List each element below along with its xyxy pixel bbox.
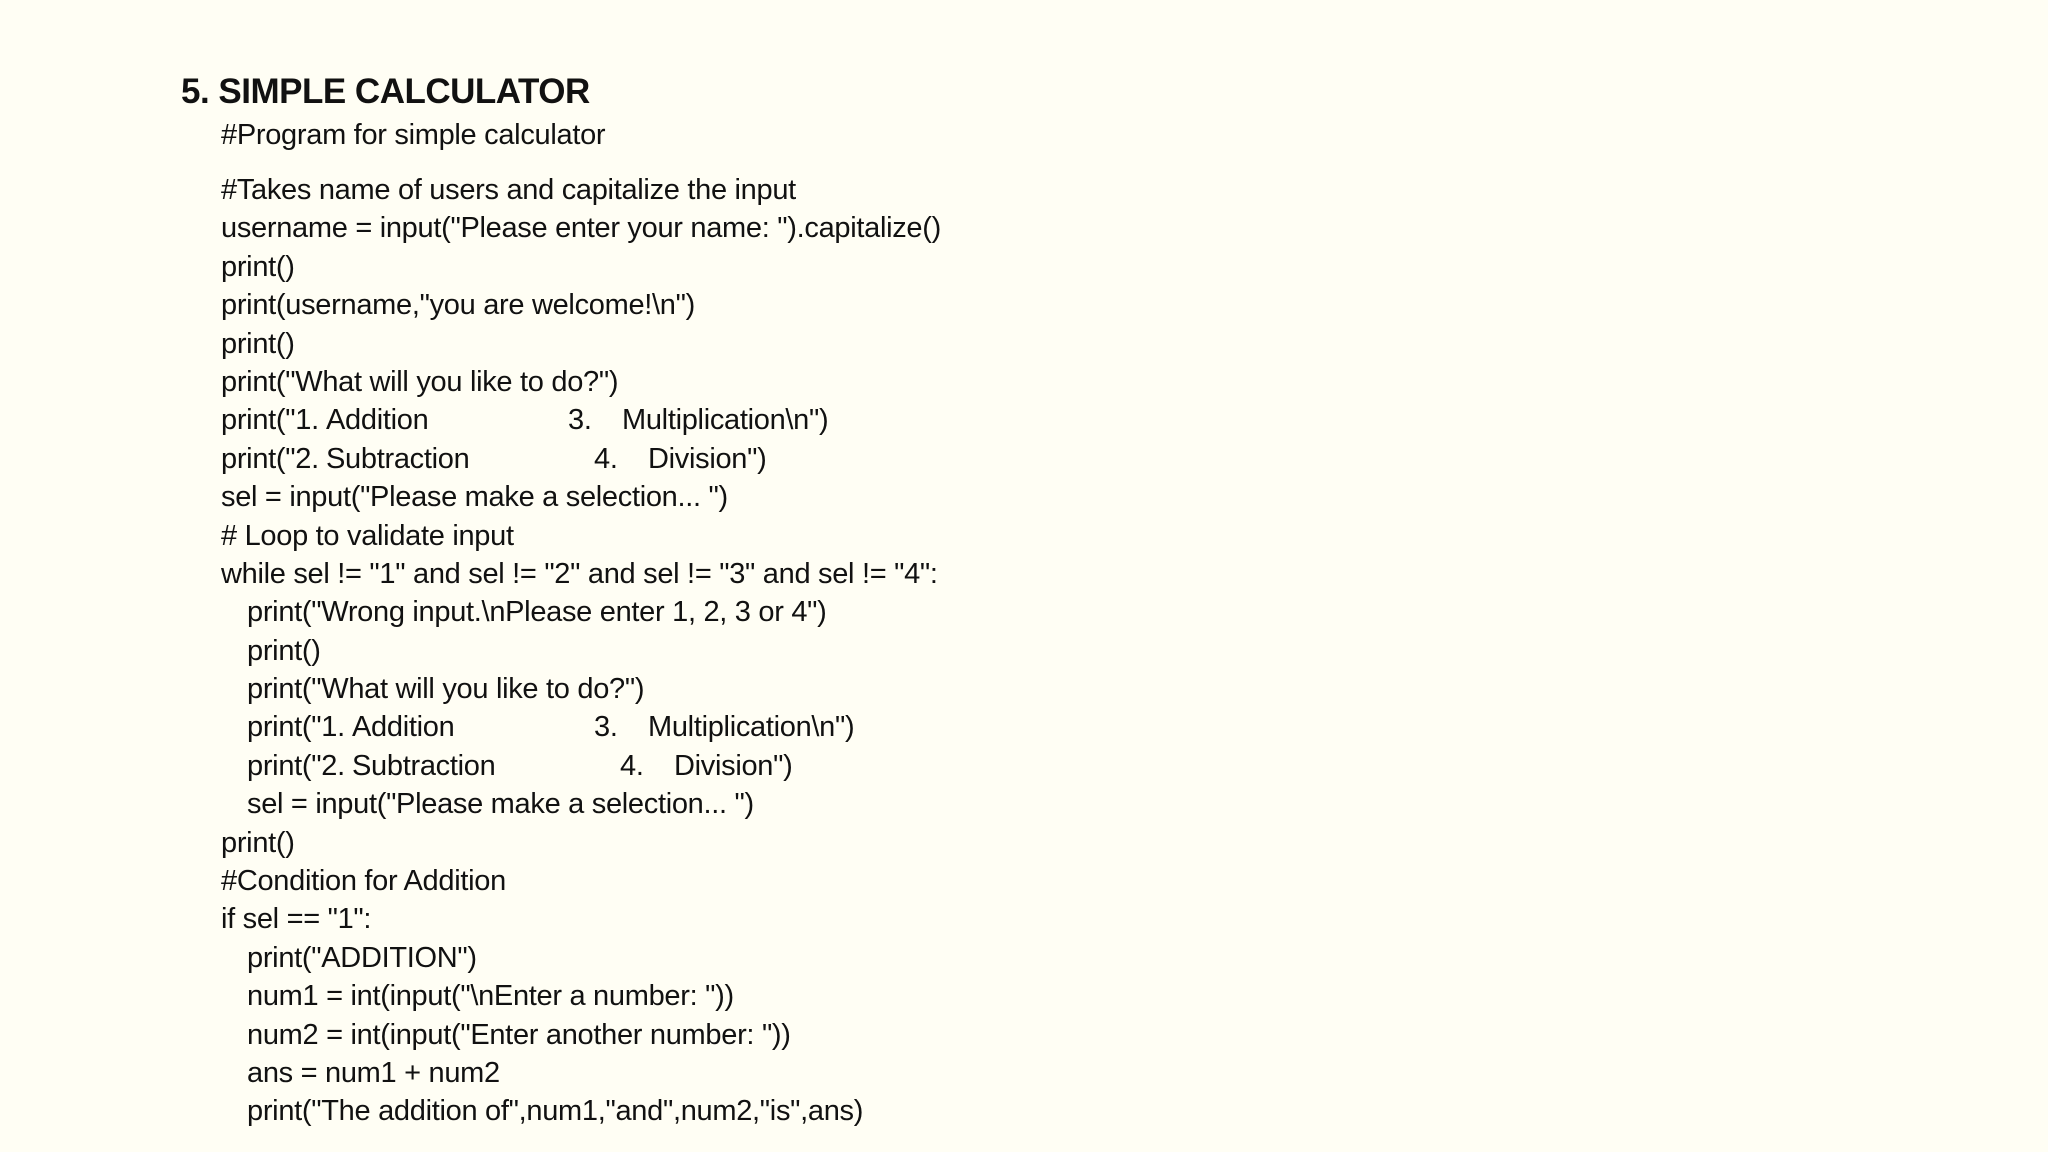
code-line: print() xyxy=(247,634,321,667)
code-line: print("ADDITION") xyxy=(247,941,477,974)
menu-prefix: print("2. xyxy=(221,442,319,475)
menu-option: Division") xyxy=(674,749,793,782)
code-line: print(username,"you are welcome!\n") xyxy=(221,289,695,322)
menu-prefix: print("2. xyxy=(247,749,345,782)
code-line: print("The addition of",num1,"and",num2,"is",ans) xyxy=(247,1095,864,1128)
code-line: print("Wrong input.\nPlease enter 1, 2, 3 or 4") xyxy=(247,596,827,629)
code-line: sel = input("Please make a selection... ") xyxy=(247,788,754,821)
menu-option: Subtraction xyxy=(352,749,496,782)
menu-number: 3. xyxy=(594,711,618,744)
slide-subtitle: #Program for simple calculator xyxy=(221,119,606,151)
menu-number: 4. xyxy=(594,442,618,475)
menu-number: 4. xyxy=(620,749,644,782)
menu-option: Multiplication\n") xyxy=(648,711,855,744)
code-line: print("What will you like to do?") xyxy=(221,365,619,398)
code-line: #Condition for Addition xyxy=(221,865,506,898)
menu-option: Addition xyxy=(352,711,455,744)
menu-option: Division") xyxy=(648,442,767,475)
slide-title: 5. SIMPLE CALCULATOR xyxy=(181,72,590,111)
code-line-menu xyxy=(221,440,941,478)
code-line: ans = num1 + num2 xyxy=(247,1056,500,1089)
code-line: num1 = int(input("\nEnter a number: ")) xyxy=(247,980,734,1013)
menu-option: Subtraction xyxy=(326,442,470,475)
code-line-menu xyxy=(221,747,941,785)
code-line: username = input("Please enter your name: ").capitalize() xyxy=(221,212,941,245)
code-line-menu xyxy=(221,708,941,746)
code-line: # Loop to validate input xyxy=(221,519,514,552)
code-line: sel = input("Please make a selection... ") xyxy=(221,481,728,514)
code-line: while sel != "1" and sel != "2" and sel != "3" and sel != "4": xyxy=(221,557,938,590)
menu-option: Addition xyxy=(326,404,429,437)
menu-prefix: print("1. xyxy=(221,404,319,437)
code-line: print("What will you like to do?") xyxy=(247,673,645,706)
menu-number: 3. xyxy=(568,404,592,437)
code-block xyxy=(221,171,941,1131)
code-line: print() xyxy=(221,327,295,360)
menu-option: Multiplication\n") xyxy=(622,404,829,437)
menu-prefix: print("1. xyxy=(247,711,345,744)
code-line: #Takes name of users and capitalize the input xyxy=(221,174,796,206)
code-line: num2 = int(input("Enter another number: ")) xyxy=(247,1018,791,1051)
code-line: if sel == "1": xyxy=(221,903,372,936)
code-line-menu xyxy=(221,401,941,439)
code-line: print() xyxy=(221,250,295,283)
code-line: print() xyxy=(221,826,295,859)
